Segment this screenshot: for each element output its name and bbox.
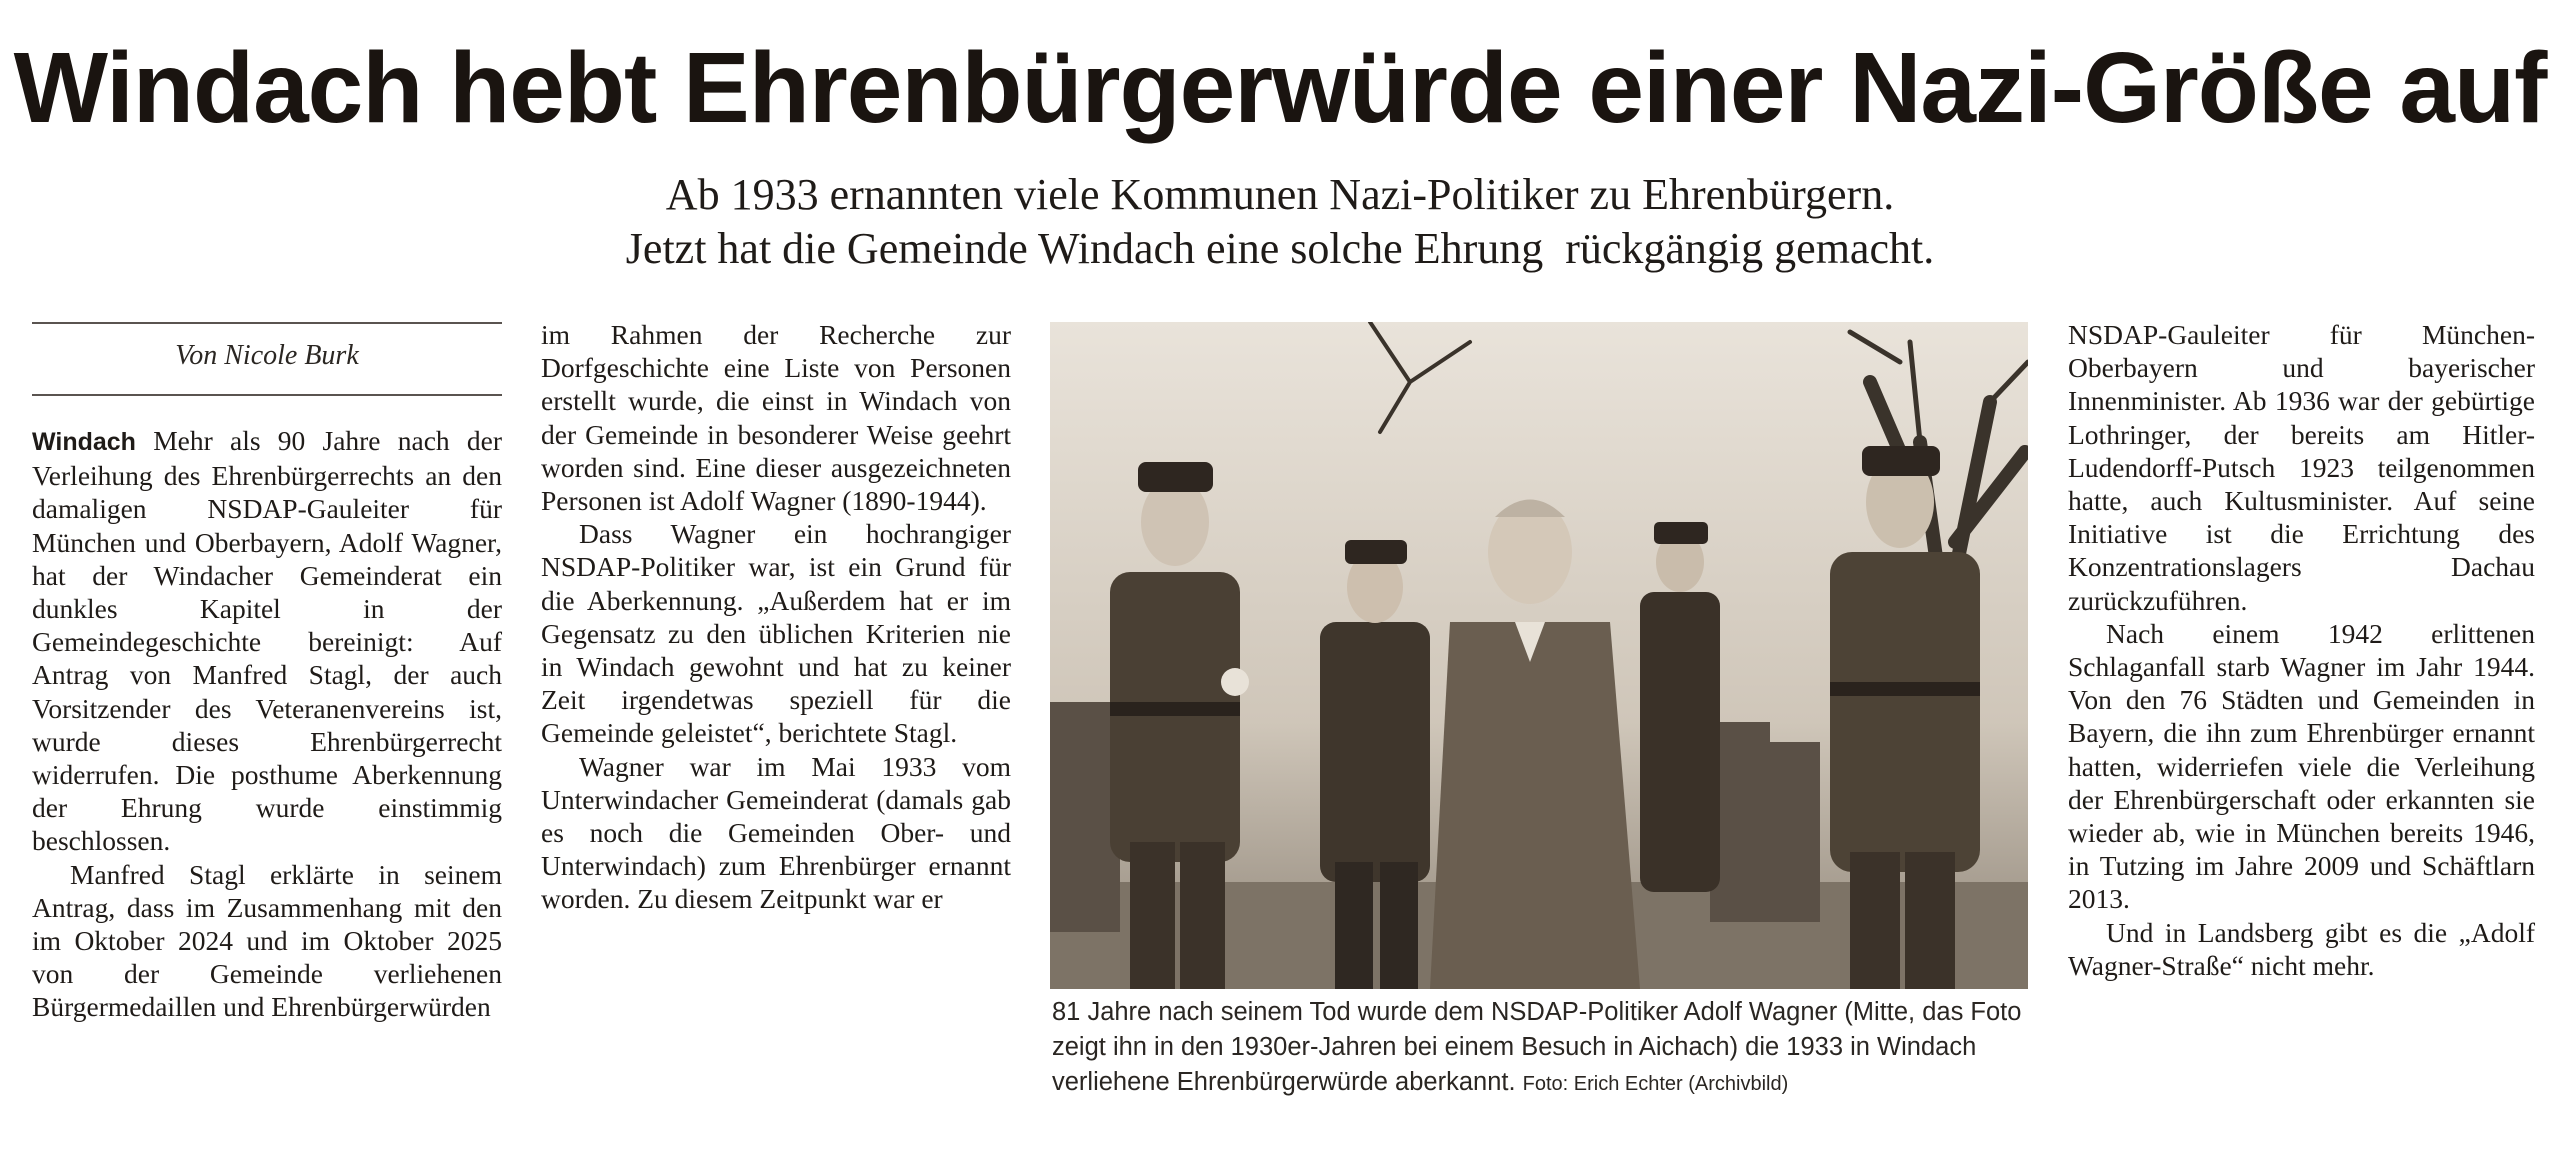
byline-rule-bottom [32,394,502,396]
article-column-2 [541,318,1011,916]
paragraph: im Rahmen der Recherche zur Dorfgeschichte eine Liste von Personen erstellt wurde, die einst in Windach von der Gemeinde in besonderer Weise geehrt worden sind. Eine dieser ausgezeichneten Personen ist Adolf Wagner (1890-1944). [541,319,1011,517]
paragraph: Manfred Stagl erklärte in seinem Antrag, dass im Zusammenhang mit den im Oktober 2024 und im Oktober 2025 von der Gemeinde verliehenen Bürgermedaillen und Ehrenbürgerwürden [32,858,502,1023]
subheadline-line-2: Jetzt hat die Gemeinde Windach eine solche Ehrung rückgängig gemacht. [625,224,1935,273]
photo-credit: Foto: Erich Echter (Archivbild) [1522,1073,1789,1095]
photo-illustration [1050,322,2028,989]
article-column-4 [2068,318,2535,982]
article-photo [1050,322,2028,989]
byline: Von Nicole Burk [175,340,359,371]
subheadline-line-1: Ab 1933 ernannten viele Kommunen Nazi-Politiker zu Ehrenbürgern. [665,170,1895,219]
subheadline [0,168,2560,276]
photo-caption [1052,995,2027,1102]
paragraph: Und in Landsberg gibt es die „Adolf Wagner-Straße“ nicht mehr. [2068,916,2535,981]
paragraph: Dass Wagner ein hochrangiger NSDAP-Politiker war, ist ein Grund für die Aberkennung. „Außerdem hat er im Gegensatz zu den üblichen Kriterien nie in Windach gewohnt und hat zu keiner Zeit irgendetwas speziell für die Gemeinde geleistet“, berichtete Stagl. [541,518,1011,749]
paragraph: Nach einem 1942 erlittenen Schlaganfall starb Wagner im Jahr 1944. Von den 76 Städten und Gemeinden in Bayern, die ihn zum Ehrenbürger ernannt hatten, widerriefen viele die Verleihung der Ehrenbürgerschaft oder erkannten sie wieder ab, wie in München bereits 1946, in Tutzing im Jahre 2009 und Schäftlarn 2013. [2068,617,2535,915]
article-column-1 [32,424,502,1024]
paragraph: NSDAP-Gauleiter für München-Oberbayern und bayerischer Innenminister. Ab 1936 war der gebürtige Lothringer, der bereits am Hitler-Ludendorff-Putsch 1923 teilgenommen hatte, auch Kultusminister. Auf seine Initiative ist die Errichtung des Konzentrationslagers Dachau zurückzuführen. [2068,319,2535,616]
paragraph: Wagner war im Mai 1933 vom Unterwindacher Gemeinderat (damals gab es noch die Gemeinden Ober- und Unterwindach) zum Ehrenbürger ernannt worden. Zu diesem Zeitpunkt war er [541,750,1011,915]
headline: Windach hebt Ehrenbürgerwürde einer Nazi-Größe auf [13,32,2547,144]
caption-text: 81 Jahre nach seinem Tod wurde dem NSDAP-Politiker Adolf Wagner (Mitte, das Foto zeigt ihn in den 1930er-Jahren bei einem Besuch in Aichach) die 1933 in Windach verliehene Ehrenbürgerwürde aberkannt. [1052,998,2022,1096]
paragraph-text: Mehr als 90 Jahre nach der Verleihung des Ehrenbürgerrechts an den damaligen NSDAP-Gauleiter für München und Oberbayern, Adolf Wagner, hat der Windacher Gemeinderat ein dunkles Kapitel in der Gemeindegeschichte bereinigt: Auf Antrag von Manfred Stagl, der auch Vorsitzender des Veteranenvereins ist, wurde dieses Ehrenbürgerrecht widerrufen. Die posthume Aberkennung der Ehrung wurde einstimmig beschlossen. [32,425,502,857]
byline-rule-top [32,322,502,324]
paragraph [32,424,502,858]
dateline: Windach [32,428,136,456]
